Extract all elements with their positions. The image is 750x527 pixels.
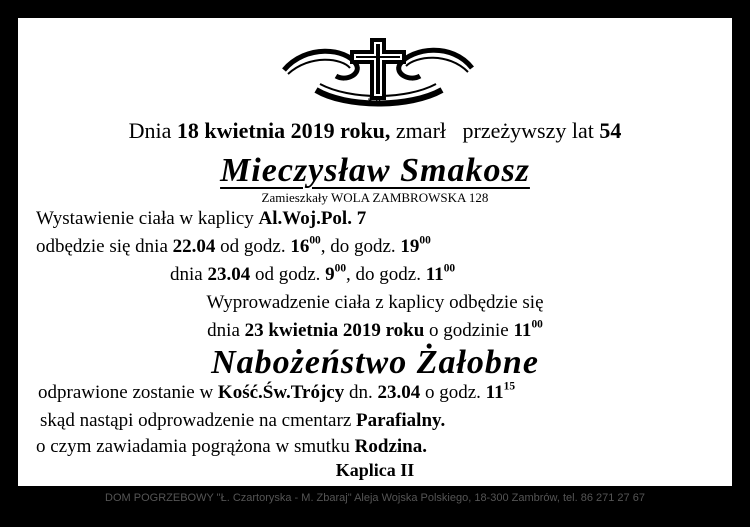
service-line-3: o czym zawiadamia pogrążona w smutku Rodzina. [36,436,427,457]
intro-line: Dnia 18 kwietnia 2019 roku, zmarł przeżywszy lat 54 [128,118,622,143]
obituary-card [18,18,732,486]
service-line-1: odprawione zostanie w Kość.Św.Trójcy dn. 23.04 o godz. $11^{15}$ [38,380,516,403]
viewing-line-3: dnia 23.04 od godz. $9^{00}$, do godz. $11^{00}$ [170,262,456,285]
footer-funeral-home: DOM POGRZEBOWY "Ł. Czartoryska - M. Zbaraj" Aleja Wojska Polskiego, 18-300 Zambrów, tel. 86 271 27 67 [105,492,645,504]
emblem-initials: Ś.P. [367,96,383,106]
viewing-line-2: odbędzie się dnia 22.04 od godz. $16^{00}$, do godz. $19^{00}$ [36,234,431,257]
service-title: Nabożeństwo Żałobne [211,344,539,381]
deceased-name: Mieczysław Smakosz [220,152,530,189]
departure-line-1: Wyprowadzenie ciała z kaplicy odbędzie się [206,292,544,313]
chapel-label: Kaplica II [335,460,415,480]
service-line-2: skąd nastąpi odprowadzenie na cmentarz Parafialny. [40,410,446,431]
departure-line-2: dnia 23 kwietnia 2019 roku o godzinie $11^{00}$ [207,318,543,341]
viewing-line-1: Wystawienie ciała w kaplicy Al.Woj.Pol. 7 [36,208,367,229]
residence: Zamieszkały WOLA ZAMBROWSKA 128 [261,190,489,205]
